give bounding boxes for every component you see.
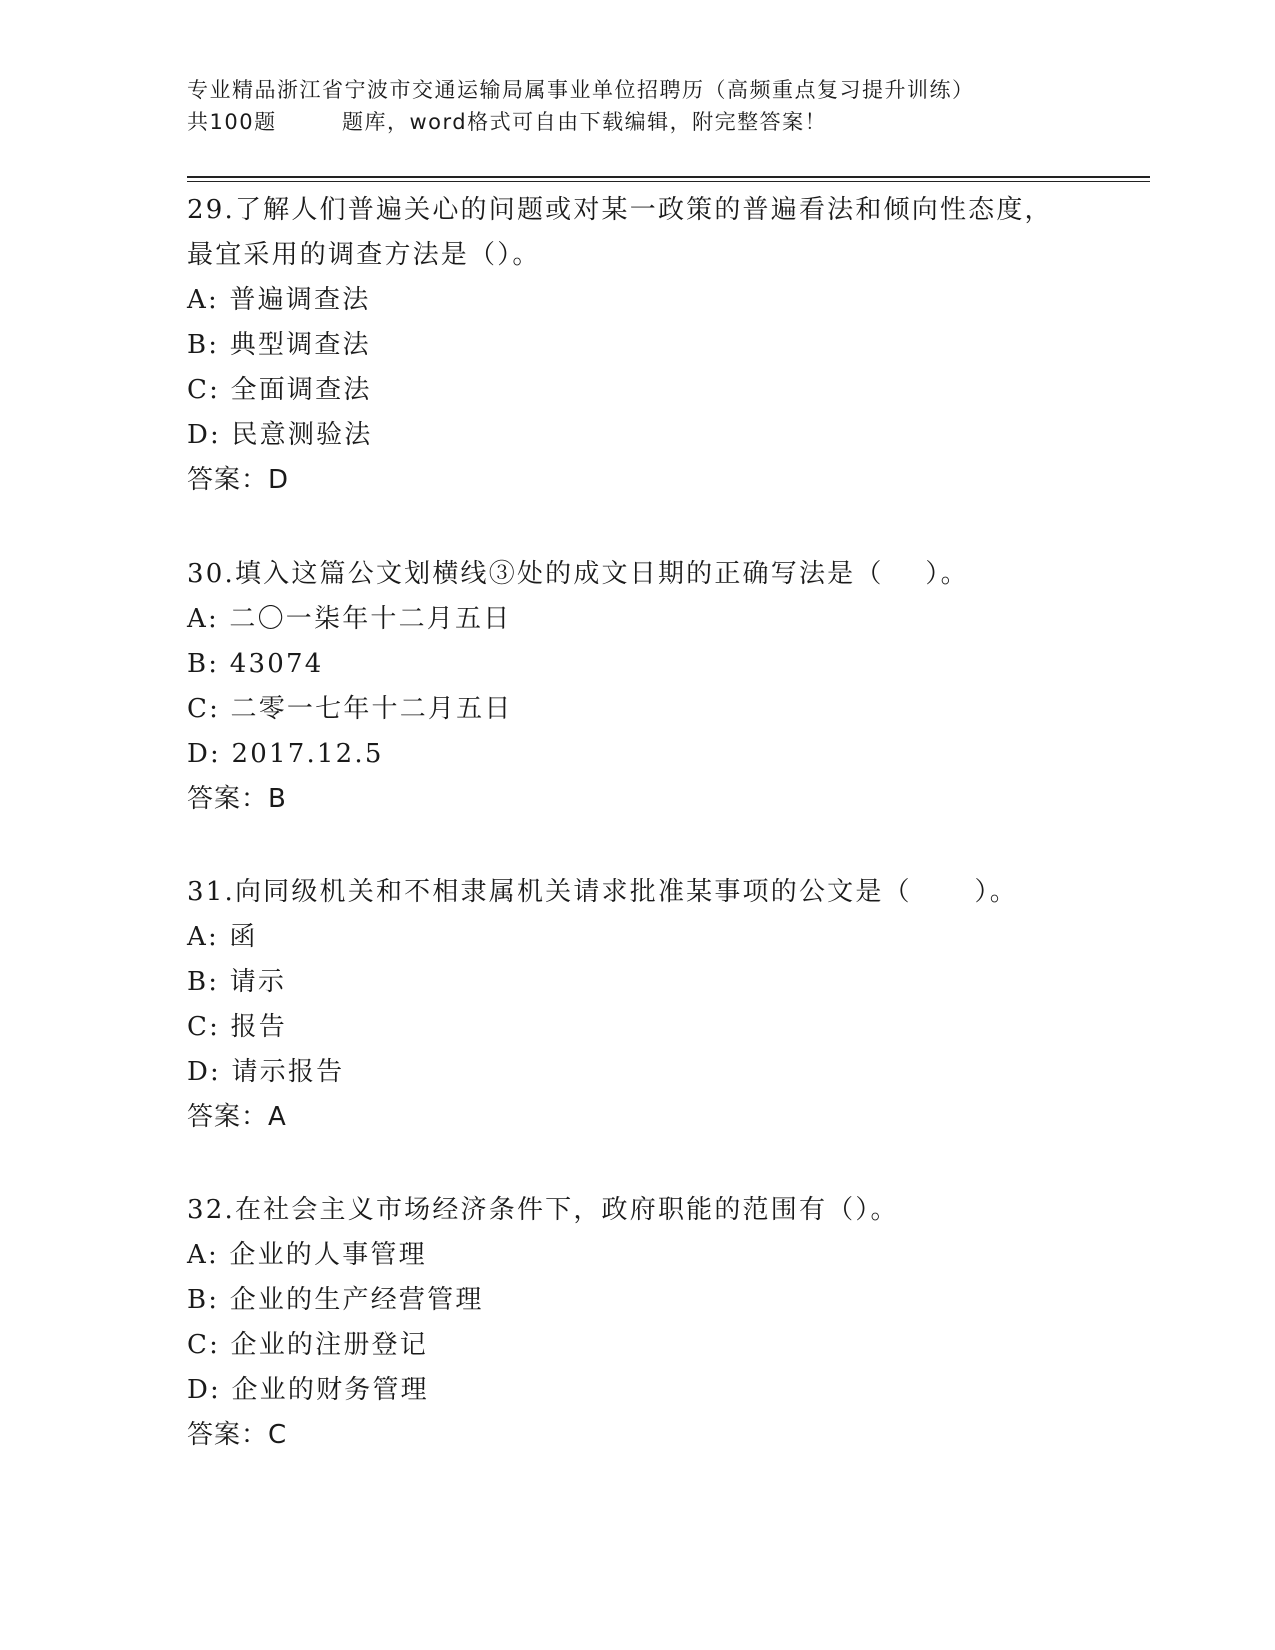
question-29	[187, 188, 1147, 503]
option-b: B: 请示	[187, 967, 287, 997]
option-d: D: 2017.12.5	[187, 739, 384, 769]
answer: 答案：A	[187, 1102, 287, 1132]
option-a: A: 企业的人事管理	[187, 1240, 427, 1270]
option-c: C: 报告	[187, 1012, 287, 1042]
question-30	[187, 552, 1147, 822]
document-header	[187, 74, 1147, 138]
option-a: A: 二〇一柒年十二月五日	[187, 604, 512, 634]
option-d: D: 请示报告	[187, 1057, 345, 1087]
question-stem: 29.了解人们普遍关心的问题或对某一政策的普遍看法和倾向性态度，	[187, 195, 1053, 225]
header-title: 专业精品浙江省宁波市交通运输局属事业单位招聘历（高频重点复习提升训练）	[187, 78, 975, 102]
header-rule-thick	[187, 176, 1150, 178]
question-stem: 32.在社会主义市场经济条件下，政府职能的范围有（）。	[187, 1195, 899, 1225]
question-stem-continued: 最宜采用的调查方法是（）。	[187, 240, 541, 270]
header-rule-thin	[187, 181, 1150, 182]
answer: 答案：C	[187, 1420, 288, 1450]
question-32	[187, 1188, 1147, 1458]
option-d: D: 企业的财务管理	[187, 1375, 429, 1405]
question-stem: 31.向同级机关和不相隶属机关请求批准某事项的公文是（ ）。	[187, 877, 1018, 907]
option-a: A: 函	[187, 922, 258, 952]
answer: 答案：B	[187, 784, 287, 814]
option-d: D: 民意测验法	[187, 420, 373, 450]
header-subtitle: 共100题 题库，word格式可自由下载编辑，附完整答案！	[187, 110, 828, 134]
answer: 答案：D	[187, 465, 290, 495]
option-b: B: 43074	[187, 649, 324, 679]
option-c: C: 企业的注册登记	[187, 1330, 428, 1360]
option-c: C: 全面调查法	[187, 375, 372, 405]
question-31	[187, 870, 1147, 1140]
option-b: B: 企业的生产经营管理	[187, 1285, 484, 1315]
question-stem: 30.填入这篇公文划横线③处的成文日期的正确写法是（ ）。	[187, 559, 969, 589]
option-b: B: 典型调查法	[187, 330, 371, 360]
option-a: A: 普遍调查法	[187, 285, 371, 315]
option-c: C: 二零一七年十二月五日	[187, 694, 513, 724]
